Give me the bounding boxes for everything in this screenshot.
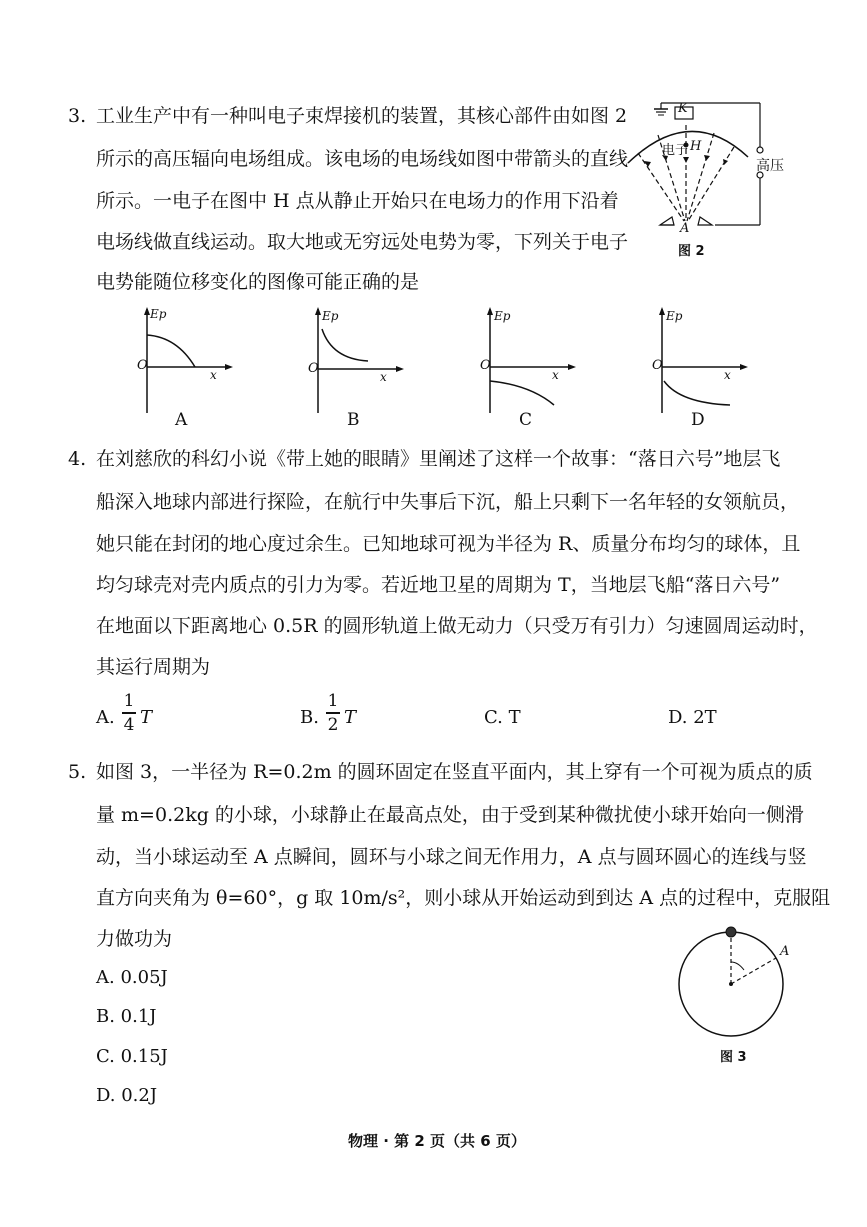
q5-option-a: A. 0.05J [96,967,168,988]
q5-line-2: 量 m=0.2kg 的小球，小球静止在最高点处，由于受到某种微扰使小球开始向一侧滑 [96,804,804,826]
graph-c-y-label: Ep [494,309,511,323]
q4-option-b-denominator: 2 [327,714,339,735]
graph-d-x-label: x [724,368,731,382]
graph-c-curve [490,381,554,405]
q5-option-d: D. 0.2J [96,1085,158,1106]
q4-line-6: 其运行周期为 [96,656,211,678]
q3-line-1: 工业生产中有一种叫电子束焊接机的装置，其核心部件由如图 2 [96,105,628,127]
q4-number: 4. [68,448,87,470]
graph-a-x-label: x [210,368,217,382]
q4-option-a-var: T [140,707,153,728]
figure-3-caption: 图 3 [720,1050,747,1065]
q5-line-3: 动，当小球运动至 A 点瞬间，圆环与小球之间无作用力，A 点与圆环圆心的连线与竖 [96,846,807,868]
graph-c-x-label: x [552,368,559,382]
q4-option-d: D. 2T [668,707,717,728]
q4-option-b-fraction-bar [326,712,340,714]
graph-a-label: A [175,410,188,430]
graph-c-origin: O [480,358,491,373]
graph-d-y-label: Ep [666,309,683,323]
q5-option-b: B. 0.1J [96,1006,157,1027]
q4-option-b-numerator: 1 [327,691,339,711]
q4-line-4: 均匀球壳对壳内质点的引力为零。若近地卫星的周期为 T，当地层飞船“落日六号” [96,574,781,596]
q4-option-a-fraction [122,692,136,734]
q4-option-a-numerator: 1 [123,691,135,711]
q4-option-a-denominator: 4 [123,714,135,735]
ball [726,927,736,937]
page-footer: 物理 · 第 2 页（共 6 页） [348,1132,526,1150]
figure-3-label-a: A [780,944,790,959]
figure-2-label-h: H [690,139,702,154]
q5-line-5: 力做功为 [96,928,173,950]
figure-2-diagram [620,95,800,260]
figure-2-label-electron: 电子 [662,143,689,158]
graph-b-origin: O [308,361,319,376]
graph-a-origin: O [137,358,148,373]
q4-option-a-letter: A. [96,707,115,728]
graph-b-curve [322,329,368,361]
figure-2 [620,95,800,260]
graph-d-label: D [691,410,705,430]
figure-2-label-a: A [680,221,690,236]
q4-line-1: 在刘慈欣的科幻小说《带上她的眼睛》里阐述了这样一个故事：“落日六号”地层飞 [96,448,781,470]
figure-3-diagram [670,922,800,1047]
q4-line-5: 在地面以下距离地心 0.5R 的圆形轨道上做无动力（只受万有引力）匀速圆周运动时， [96,615,818,637]
q4-line-3: 她只能在封闭的地心度过余生。已知地球可视为半径为 R、质量分布均匀的球体，且 [96,533,801,555]
figure-2-label-hv: 高压 [756,158,784,174]
q4-option-b-fraction [326,692,340,734]
q4-line-2: 船深入地球内部进行探险，在航行中失事后下沉，船上只剩下一名年轻的女领航员， [96,491,800,513]
q3-line-5: 电势能随位移变化的图像可能正确的是 [96,271,420,293]
graph-b-label: B [347,410,360,430]
figure-3 [670,922,800,1067]
q4-option-b-letter: B. [300,707,319,728]
q3-number: 3. [68,105,87,127]
q5-line-1: 如图 3，一半径为 R=0.2m 的圆环固定在竖直平面内，其上穿有一个可视为质点的质 [96,761,813,783]
q3-line-2: 所示的高压辐向电场组成。该电场的电场线如图中带箭头的直线 [96,148,629,170]
figure-2-label-k: K [678,101,688,116]
q5-line-4: 直方向夹角为 θ=60°，g 取 10m/s²，则小球从开始运动到到达 A 点的过程中，克服阻 [96,887,831,909]
q3-line-4: 电场线做直线运动。取大地或无穷远处电势为零，下列关于电子 [96,231,629,253]
q4-option-b-var: T [344,707,357,728]
graph-a-y-label: Ep [150,307,167,321]
q3-line-3: 所示。一电子在图中 H 点从静止开始只在电场力的作用下沿着 [96,190,619,212]
graph-d-curve [664,381,730,405]
graph-b [296,305,406,415]
figure-2-caption: 图 2 [678,244,705,259]
q4-option-a-fraction-bar [122,712,136,714]
graph-b-x-label: x [380,370,387,384]
graph-b-plot [296,305,406,415]
q5-option-c: C. 0.15J [96,1046,168,1067]
q4-option-c: C. T [484,707,521,728]
graph-b-y-label: Ep [322,309,339,323]
graph-a-curve [147,335,195,367]
q5-number: 5. [68,761,87,783]
graph-d-origin: O [652,358,663,373]
graph-c-label: C [519,410,533,430]
